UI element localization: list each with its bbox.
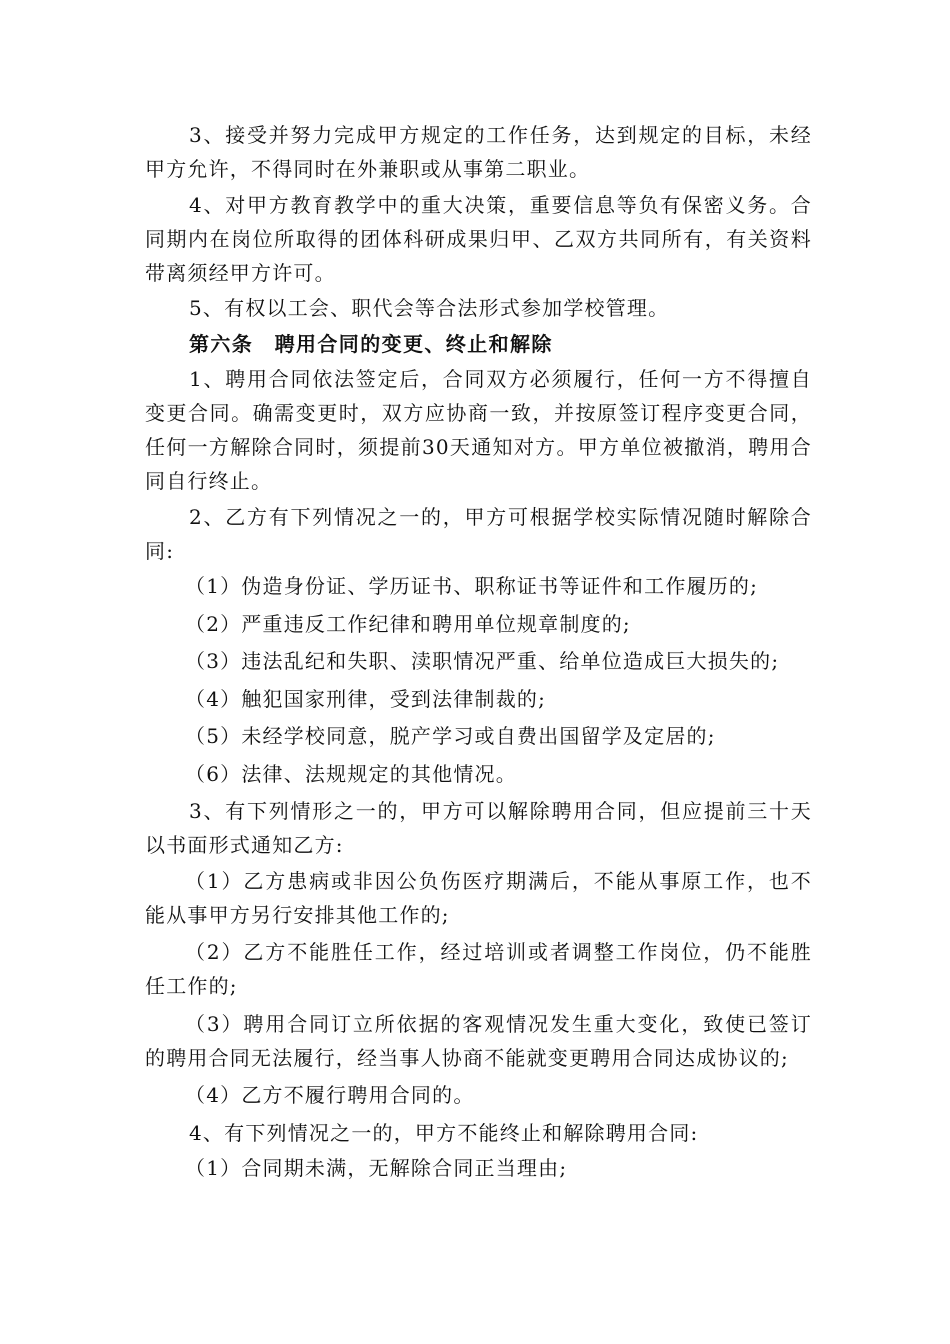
clause-paragraph: 4、有下列情况之一的，甲方不能终止和解除聘用合同: xyxy=(189,1120,699,1145)
list-item: （3）违法乱纪和失职、渎职情况严重、给单位造成巨大损失的; xyxy=(185,649,780,673)
clause-paragraph: 4、对甲方教育教学中的重大决策，重要信息等负有保密义务。合同期内在岗位所取得的团体科研成果归甲、乙双方共同所有，有关资料带离须经甲方许可。 xyxy=(145,192,812,285)
article-heading: 第六条 聘用合同的变更、终止和解除 xyxy=(189,331,553,356)
list-item: （1）伪造身份证、学历证书、职称证书等证件和工作履历的; xyxy=(185,574,759,598)
list-item: （3）聘用合同订立所依据的客观情况发生重大变化，致使已签订的聘用合同无法履行，经当事人协商不能就变更聘用合同达成协议的; xyxy=(145,1011,812,1070)
list-item: （2）严重违反工作纪律和聘用单位规章制度的; xyxy=(185,611,631,636)
clause-paragraph: 1、聘用合同依法签定后，合同双方必须履行，任何一方不得擅自变更合同。确需变更时，双方应协商一致，并按原签订程序变更合同，任何一方解除合同时，须提前30天通知对方。甲方单位被撤消，聘用合同自行终止。 xyxy=(145,367,812,493)
clause-paragraph: 3、有下列情形之一的，甲方可以解除聘用合同，但应提前三十天以书面形式通知乙方: xyxy=(145,799,812,857)
list-item: （1）合同期未满，无解除合同正当理由; xyxy=(185,1156,568,1180)
list-item: （1）乙方患病或非因公负伤医疗期满后，不能从事原工作，也不能从事甲方另行安排其他工作的; xyxy=(145,868,812,927)
list-item: （4）触犯国家刑律，受到法律制裁的; xyxy=(185,686,547,711)
document-body xyxy=(145,118,812,1189)
clause-paragraph: 5、有权以工会、职代会等合法形式参加学校管理。 xyxy=(189,296,670,320)
list-item: （6）法律、法规规定的其他情况。 xyxy=(185,761,517,786)
list-item: （5）未经学校同意，脱产学习或自费出国留学及定居的; xyxy=(185,724,716,748)
list-item: （2）乙方不能胜任工作，经过培训或者调整工作岗位，仍不能胜任工作的; xyxy=(145,940,812,998)
clause-paragraph: 3、接受并努力完成甲方规定的工作任务，达到规定的目标，未经甲方允许，不得同时在外兼职或从事第二职业。 xyxy=(145,123,812,181)
clause-paragraph: 2、乙方有下列情况之一的，甲方可根据学校实际情况随时解除合同: xyxy=(145,504,812,563)
list-item: （4）乙方不履行聘用合同的。 xyxy=(185,1083,475,1107)
